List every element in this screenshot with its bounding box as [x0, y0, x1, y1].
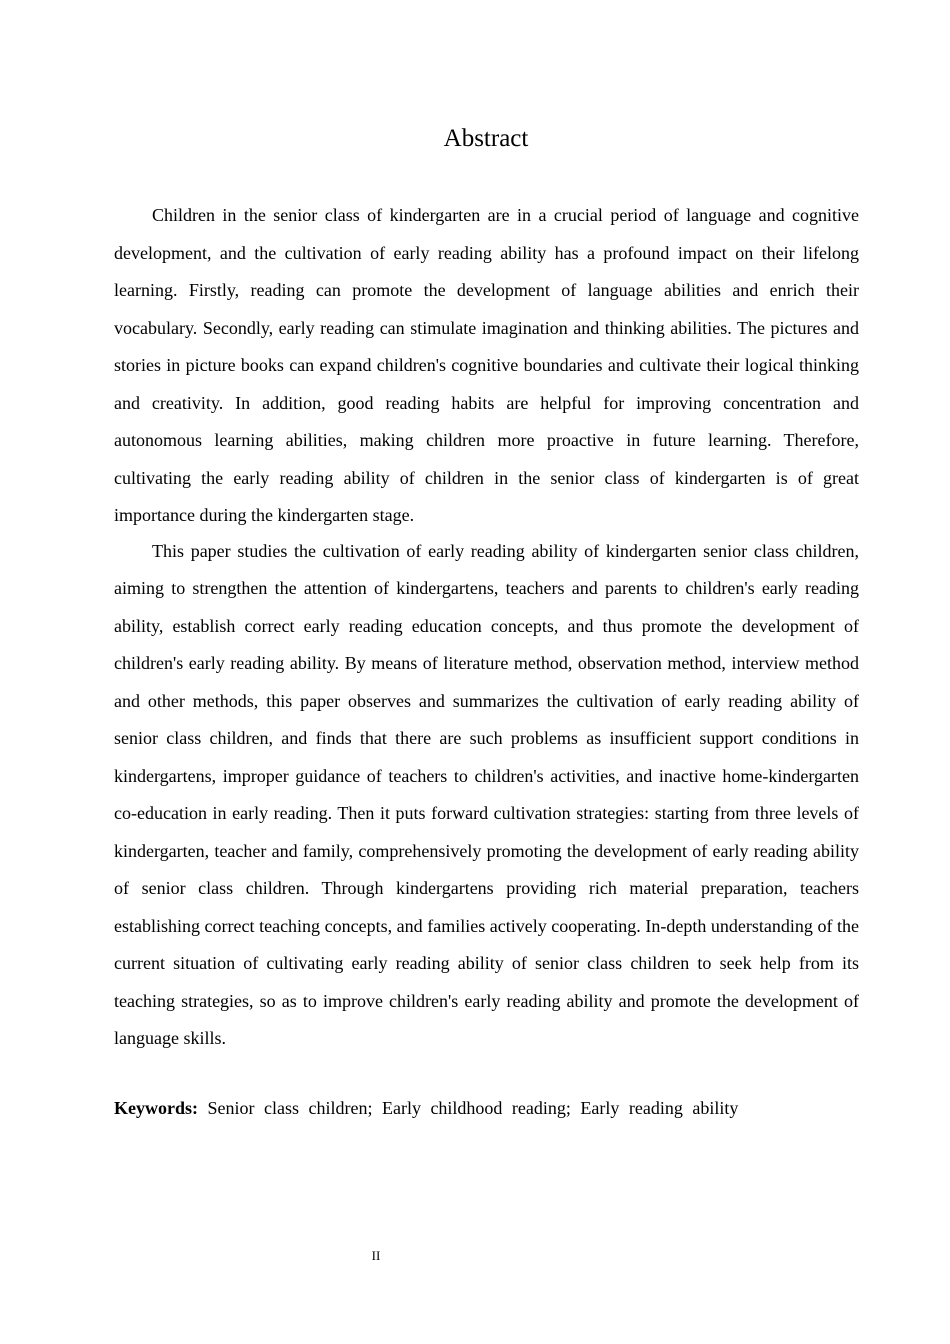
keywords-label: Keywords:	[114, 1098, 198, 1118]
abstract-paragraph-2: This paper studies the cultivation of early reading ability of kindergarten senior class children, aiming to strengthen the attention of kindergartens, teachers and parents to children's early reading ability, establish correct early reading education concepts, and thus promote the development of children's early reading ability. By means of literature method, observation method, interview method and other methods, this paper observes and summarizes the cultivation of early reading ability of senior class children, and finds that there are such problems as insufficient support conditions in kindergartens, improper guidance of teachers to children's activities, and inactive home-kindergarten co-education in early reading. Then it puts forward cultivation strategies: starting from three levels of kindergarten, teacher and family, comprehensively promoting the development of early reading ability of senior class children. Through kindergartens providing rich material preparation, teachers establishing correct teaching concepts, and families actively cooperating. In-depth understanding of the current situation of cultivating early reading ability of senior class children to seek help from its teaching strategies, so as to improve children's early reading ability and promote the development of language skills.	[114, 540, 859, 1048]
abstract-title: Abstract	[443, 125, 529, 152]
page-number: II	[371, 1248, 381, 1263]
abstract-body	[114, 197, 859, 1058]
keywords-line	[114, 1091, 859, 1125]
abstract-paragraph-1: Children in the senior class of kindergarten are in a crucial period of language and cognitive development, and the cultivation of early reading ability has a profound impact on their lifelong learning. Firstly, reading can promote the development of language abilities and enrich their vocabulary. Secondly, early reading can stimulate imagination and thinking abilities. The pictures and stories in picture books can expand children's cognitive boundaries and cultivate their logical thinking and creativity. In addition, good reading habits are helpful for improving concentration and autonomous learning abilities, making children more proactive in future learning. Therefore, cultivating the early reading ability of children in the senior class of kindergarten is of great importance during the kindergarten stage.	[114, 205, 859, 525]
keywords-text: Senior class children; Early childhood reading; Early reading ability	[207, 1098, 739, 1118]
